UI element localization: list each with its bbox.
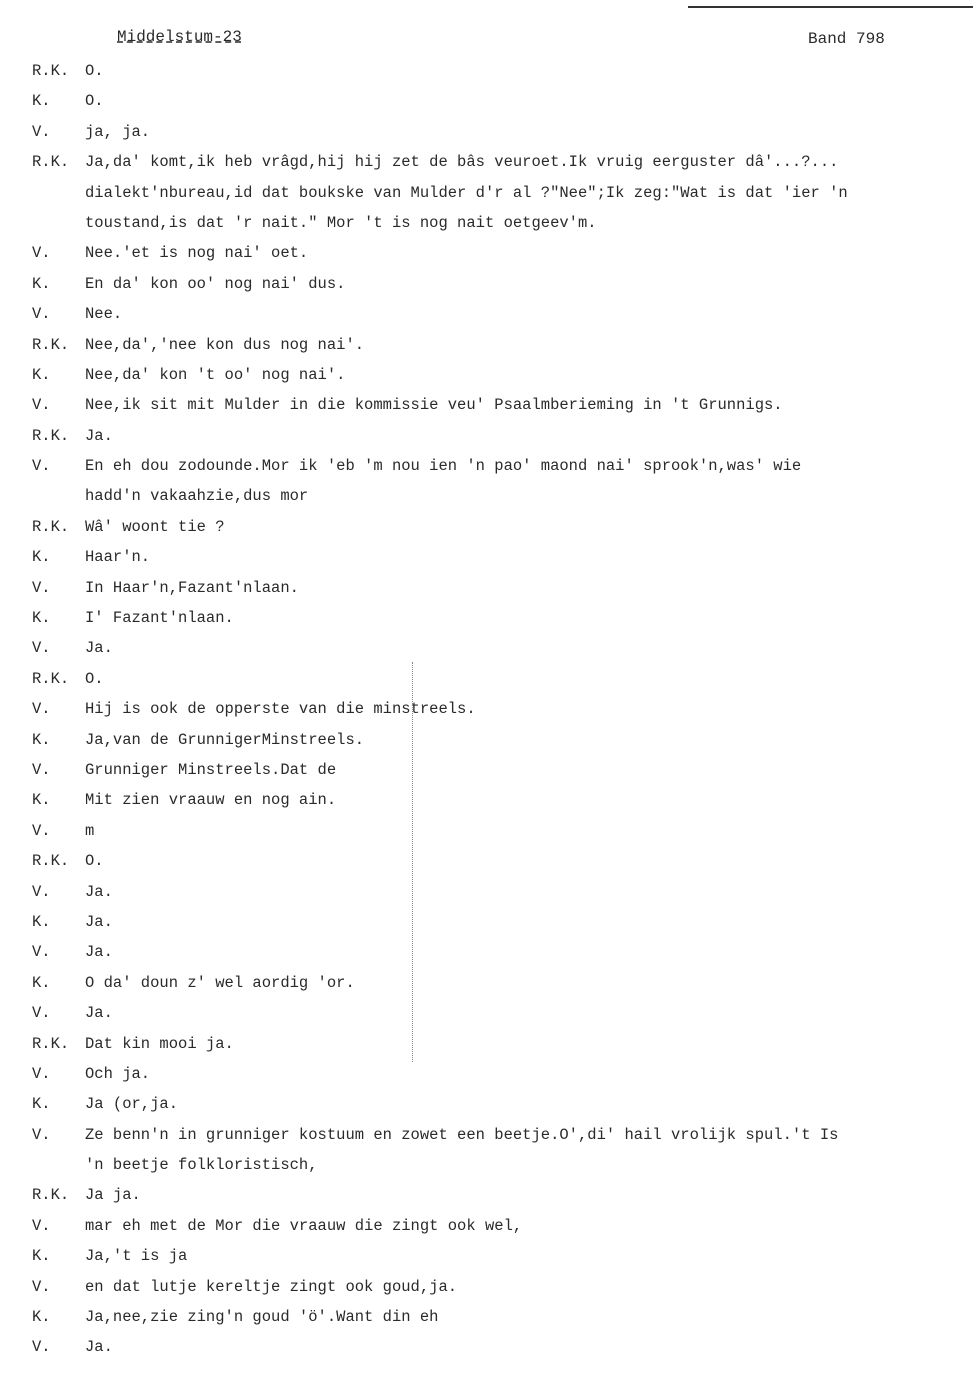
- transcript-line: [0, 390, 973, 420]
- utterance-text: Ja,van de GrunnigerMinstreels.: [85, 730, 365, 749]
- transcript-line: [0, 633, 973, 663]
- transcript-line: [0, 360, 973, 390]
- utterance-text: Ja ja.: [85, 1186, 141, 1205]
- speaker-label: K.: [32, 730, 51, 749]
- transcript-line: [0, 1241, 973, 1271]
- transcript-line: [0, 846, 973, 876]
- transcript-line: [0, 1089, 973, 1119]
- utterance-text: Ja.: [85, 912, 113, 931]
- transcript-line: [0, 573, 973, 603]
- utterance-text: Nee.'et is nog nai' oet.: [85, 244, 309, 263]
- transcript-line: [0, 238, 973, 268]
- transcript-line: [0, 785, 973, 815]
- utterance-text: Och ja.: [85, 1064, 151, 1083]
- utterance-text: Grunniger Minstreels.Dat de: [85, 760, 337, 779]
- utterance-text: en dat lutje kereltje zingt ook goud,ja.: [85, 1277, 458, 1296]
- utterance-text: En da' kon oo' nog nai' dus.: [85, 274, 346, 293]
- utterance-text: ja, ja.: [85, 122, 151, 141]
- transcript-line: [0, 421, 973, 451]
- utterance-text: Ja.: [85, 639, 113, 658]
- utterance-text: Ja.: [85, 1004, 113, 1023]
- transcript-line: [0, 968, 973, 998]
- speaker-label: V.: [32, 700, 51, 719]
- speaker-label: V.: [32, 244, 51, 263]
- speaker-label: V.: [32, 396, 51, 415]
- transcript-line: [0, 208, 973, 238]
- utterance-text: Ja (or,ja.: [85, 1095, 179, 1114]
- transcript: [0, 56, 973, 1363]
- speaker-label: K.: [32, 274, 51, 293]
- transcript-line: [0, 1272, 973, 1302]
- speaker-label: V.: [32, 1004, 51, 1023]
- speaker-label: K.: [32, 92, 51, 111]
- utterance-text: O.: [85, 669, 104, 688]
- utterance-text: toustand,is dat 'r nait." Mor 't is nog nait oetgeev'm.: [85, 213, 597, 232]
- transcript-line: [0, 877, 973, 907]
- transcript-line: [0, 998, 973, 1028]
- transcript-line: [0, 725, 973, 755]
- utterance-text: Ja.: [85, 426, 113, 445]
- speaker-label: V.: [32, 457, 51, 476]
- speaker-label: K.: [32, 1308, 51, 1327]
- speaker-label: K.: [32, 791, 51, 810]
- utterance-text: O da' doun z' wel aordig 'or.: [85, 973, 355, 992]
- utterance-text: Nee,da','nee kon dus nog nai'.: [85, 335, 365, 354]
- transcript-line: [0, 56, 973, 86]
- utterance-text: Ja,nee,zie zing'n goud 'ö'.Want din eh: [85, 1308, 439, 1327]
- speaker-label: K.: [32, 548, 51, 567]
- transcript-line: [0, 907, 973, 937]
- transcript-line: [0, 694, 973, 724]
- speaker-label: R.K.: [32, 1034, 70, 1053]
- transcript-line: [0, 1059, 973, 1089]
- transcript-line: [0, 269, 973, 299]
- utterance-text: In Haar'n,Fazant'nlaan.: [85, 578, 299, 597]
- utterance-text: Haar'n.: [85, 548, 151, 567]
- speaker-label: V.: [32, 122, 51, 141]
- transcript-line: [0, 937, 973, 967]
- utterance-text: Ja.: [85, 1338, 113, 1357]
- transcript-line: [0, 1029, 973, 1059]
- speaker-label: R.K.: [32, 669, 70, 688]
- speaker-label: K.: [32, 1247, 51, 1266]
- speaker-label: K.: [32, 973, 51, 992]
- utterance-text: Dat kin mooi ja.: [85, 1034, 234, 1053]
- speaker-label: R.K.: [32, 426, 70, 445]
- speaker-label: V.: [32, 1338, 51, 1357]
- utterance-text: Hij is ook de opperste van die minstreels.: [85, 700, 476, 719]
- speaker-label: V.: [32, 821, 51, 840]
- transcript-line: [0, 299, 973, 329]
- top-rule: [688, 6, 973, 8]
- transcript-line: [0, 1180, 973, 1210]
- transcript-line: [0, 542, 973, 572]
- transcript-line: [0, 1332, 973, 1362]
- speaker-label: K.: [32, 1095, 51, 1114]
- speaker-label: K.: [32, 365, 51, 384]
- speaker-label: V.: [32, 760, 51, 779]
- transcript-line: [0, 481, 973, 511]
- transcript-line: [0, 330, 973, 360]
- transcript-line: [0, 755, 973, 785]
- speaker-label: R.K.: [32, 62, 70, 80]
- speaker-label: K.: [32, 912, 51, 931]
- speaker-label: V.: [32, 1277, 51, 1296]
- utterance-text: 'n beetje folkloristisch,: [85, 1156, 318, 1175]
- margin-rule: [412, 662, 414, 1062]
- speaker-label: R.K.: [32, 852, 70, 871]
- utterance-text: O.: [85, 852, 104, 871]
- utterance-text: m: [85, 821, 95, 840]
- tape-band-number: Band 798: [808, 30, 885, 48]
- utterance-text: Ja,da' komt,ik heb vrâgd,hij hij zet de bâs veuroet.Ik vruig eerguster dâ'...?...: [85, 153, 839, 172]
- utterance-text: mar eh met de Mor die vraauw die zingt ook wel,: [85, 1216, 523, 1235]
- speaker-label: V.: [32, 1125, 51, 1144]
- speaker-label: K.: [32, 609, 51, 628]
- speaker-label: V.: [32, 882, 51, 901]
- speaker-label: R.K.: [32, 335, 70, 354]
- speaker-label: V.: [32, 1216, 51, 1235]
- utterance-text: En eh dou zodounde.Mor ik 'eb 'm nou ien 'n pao' maond nai' sprook'n,was' wie: [85, 457, 802, 476]
- utterance-text: I' Fazant'nlaan.: [85, 609, 234, 628]
- utterance-text: Nee.: [85, 305, 123, 324]
- speaker-label: R.K.: [32, 1186, 70, 1205]
- transcript-line: [0, 1211, 973, 1241]
- utterance-text: Ja,'t is ja: [85, 1247, 188, 1266]
- utterance-text: O.: [85, 62, 104, 80]
- utterance-text: O.: [85, 92, 104, 111]
- transcript-line: [0, 86, 973, 116]
- utterance-text: hadd'n vakaahzie,dus mor: [85, 487, 309, 506]
- transcript-line: [0, 664, 973, 694]
- utterance-text: dialekt'nbureau,id dat boukske van Mulder d'r al ?"Nee";Ik zeg:"Wat is dat 'ier 'n: [85, 183, 848, 202]
- transcript-line: [0, 451, 973, 481]
- transcript-line: [0, 816, 973, 846]
- transcript-line: [0, 178, 973, 208]
- speaker-label: V.: [32, 578, 51, 597]
- utterance-text: Nee,da' kon 't oo' nog nai'.: [85, 365, 346, 384]
- transcript-line: [0, 603, 973, 633]
- utterance-text: Wâ' woont tie ?: [85, 517, 225, 536]
- transcript-line: [0, 1120, 973, 1150]
- transcript-line: [0, 117, 973, 147]
- speaker-label: V.: [32, 1064, 51, 1083]
- transcript-line: [0, 1150, 973, 1180]
- utterance-text: Nee,ik sit mit Mulder in die kommissie veu' Psaalmberieming in 't Grunnigs.: [85, 396, 783, 415]
- speaker-label: V.: [32, 305, 51, 324]
- speaker-label: R.K.: [32, 153, 70, 172]
- utterance-text: Ja.: [85, 943, 113, 962]
- transcript-line: [0, 1302, 973, 1332]
- speaker-label: V.: [32, 639, 51, 658]
- document-title: Middelstum-23: [117, 28, 242, 46]
- transcript-line: [0, 147, 973, 177]
- utterance-text: Mit zien vraauw en nog ain.: [85, 791, 337, 810]
- utterance-text: Ze benn'n in grunniger kostuum en zowet een beetje.O',di' hail vrolijk spul.'t Is: [85, 1125, 839, 1144]
- speaker-label: V.: [32, 943, 51, 962]
- speaker-label: R.K.: [32, 517, 70, 536]
- utterance-text: Ja.: [85, 882, 113, 901]
- transcript-line: [0, 512, 973, 542]
